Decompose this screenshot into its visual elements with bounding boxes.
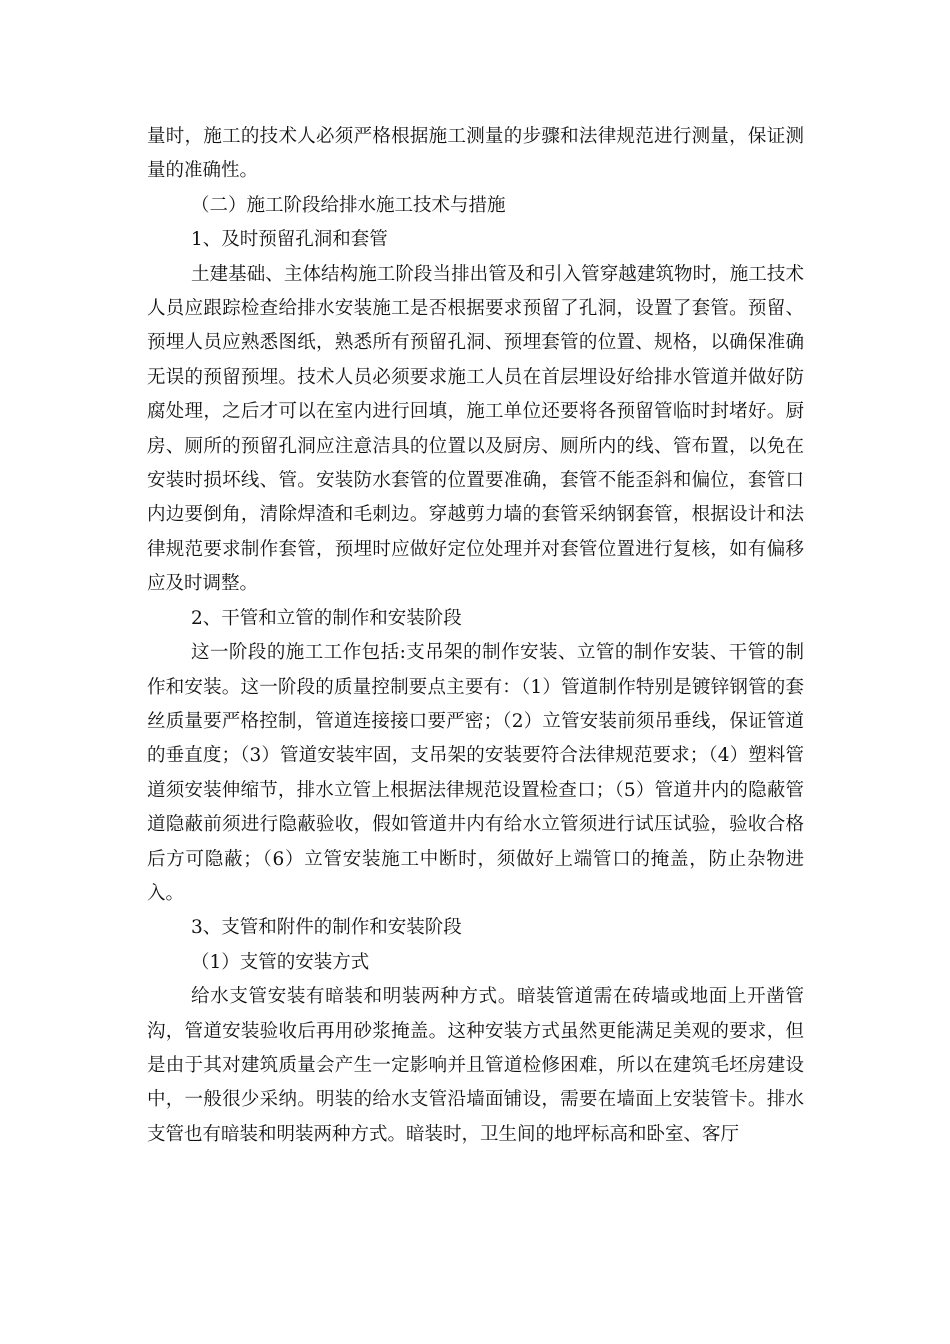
document-body (147, 120, 804, 1152)
paragraph-continued: 量时，施工的技术人必须严格根据施工测量的步骤和法律规范进行测量，保证测量的准确性。 (147, 126, 804, 182)
paragraph: 土建基础、主体结构施工阶段当排出管及和引入管穿越建筑物时，施工技术人员应跟踪检查给排水安装施工是否根据要求预留了孔洞，设置了套管。预留、预埋人员应熟悉图纸，熟悉所有预留孔洞、预埋套管的位置、规格，以确保准确无误的预留预埋。技术人员必须要求施工人员在首层埋设好给排水管道并做好防腐处理，之后才可以在室内进行回填，施工单位还要将各预留管临时封堵好。厨房、厕所的预留孔洞应注意洁具的位置以及厨房、厕所内的线、管布置，以免在安装时损坏线、管。安装防水套管的位置要准确，套管不能歪斜和偏位，套管口内边要倒角，清除焊渣和毛刺边。穿越剪力墙的套管采纳钢套管，根据设计和法律规范要求制作套管，预埋时应做好定位处理并对套管位置进行复核，如有偏移应及时调整。 (147, 263, 804, 595)
subsection-heading: 1、及时预留孔洞和套管 (191, 229, 388, 251)
subsection-heading: 3、支管和附件的制作和安装阶段 (191, 917, 462, 939)
section-heading: （二）施工阶段给排水施工技术与措施 (191, 194, 506, 216)
paragraph: 给水支管安装有暗装和明装两种方式。暗装管道需在砖墙或地面上开凿管沟，管道安装验收后再用砂浆掩盖。这种安装方式虽然更能满足美观的要求，但是由于其对建筑质量会产生一定影响并且管道检修困难，所以在建筑毛坯房建设中，一般很少采纳。明装的给水支管沿墙面铺设，需要在墙面上安装管卡。排水支管也有暗装和明装两种方式。暗装时，卫生间的地坪标高和卧室、客厅 (147, 986, 804, 1145)
sub-subsection-heading: （1）支管的安装方式 (191, 951, 370, 973)
subsection-heading: 2、干管和立管的制作和安装阶段 (191, 607, 462, 629)
paragraph: 这一阶段的施工工作包括:支吊架的制作安装、立管的制作安装、干管的制作和安装。这一阶段的质量控制要点主要有：（1）管道制作特别是镀锌钢管的套丝质量要严格控制，管道连接接口要严密；（2）立管安装前须吊垂线，保证管道的垂直度；（3）管道安装牢固，支吊架的安装要符合法律规范要求；（4）塑料管道须安装伸缩节，排水立管上根据法律规范设置检查口；（5）管道井内的隐蔽管道隐蔽前须进行隐蔽验收，假如管道井内有给水立管须进行试压试验，验收合格后方可隐蔽；（6）立管安装施工中断时，须做好上端管口的掩盖，防止杂物进入。 (147, 642, 804, 904)
